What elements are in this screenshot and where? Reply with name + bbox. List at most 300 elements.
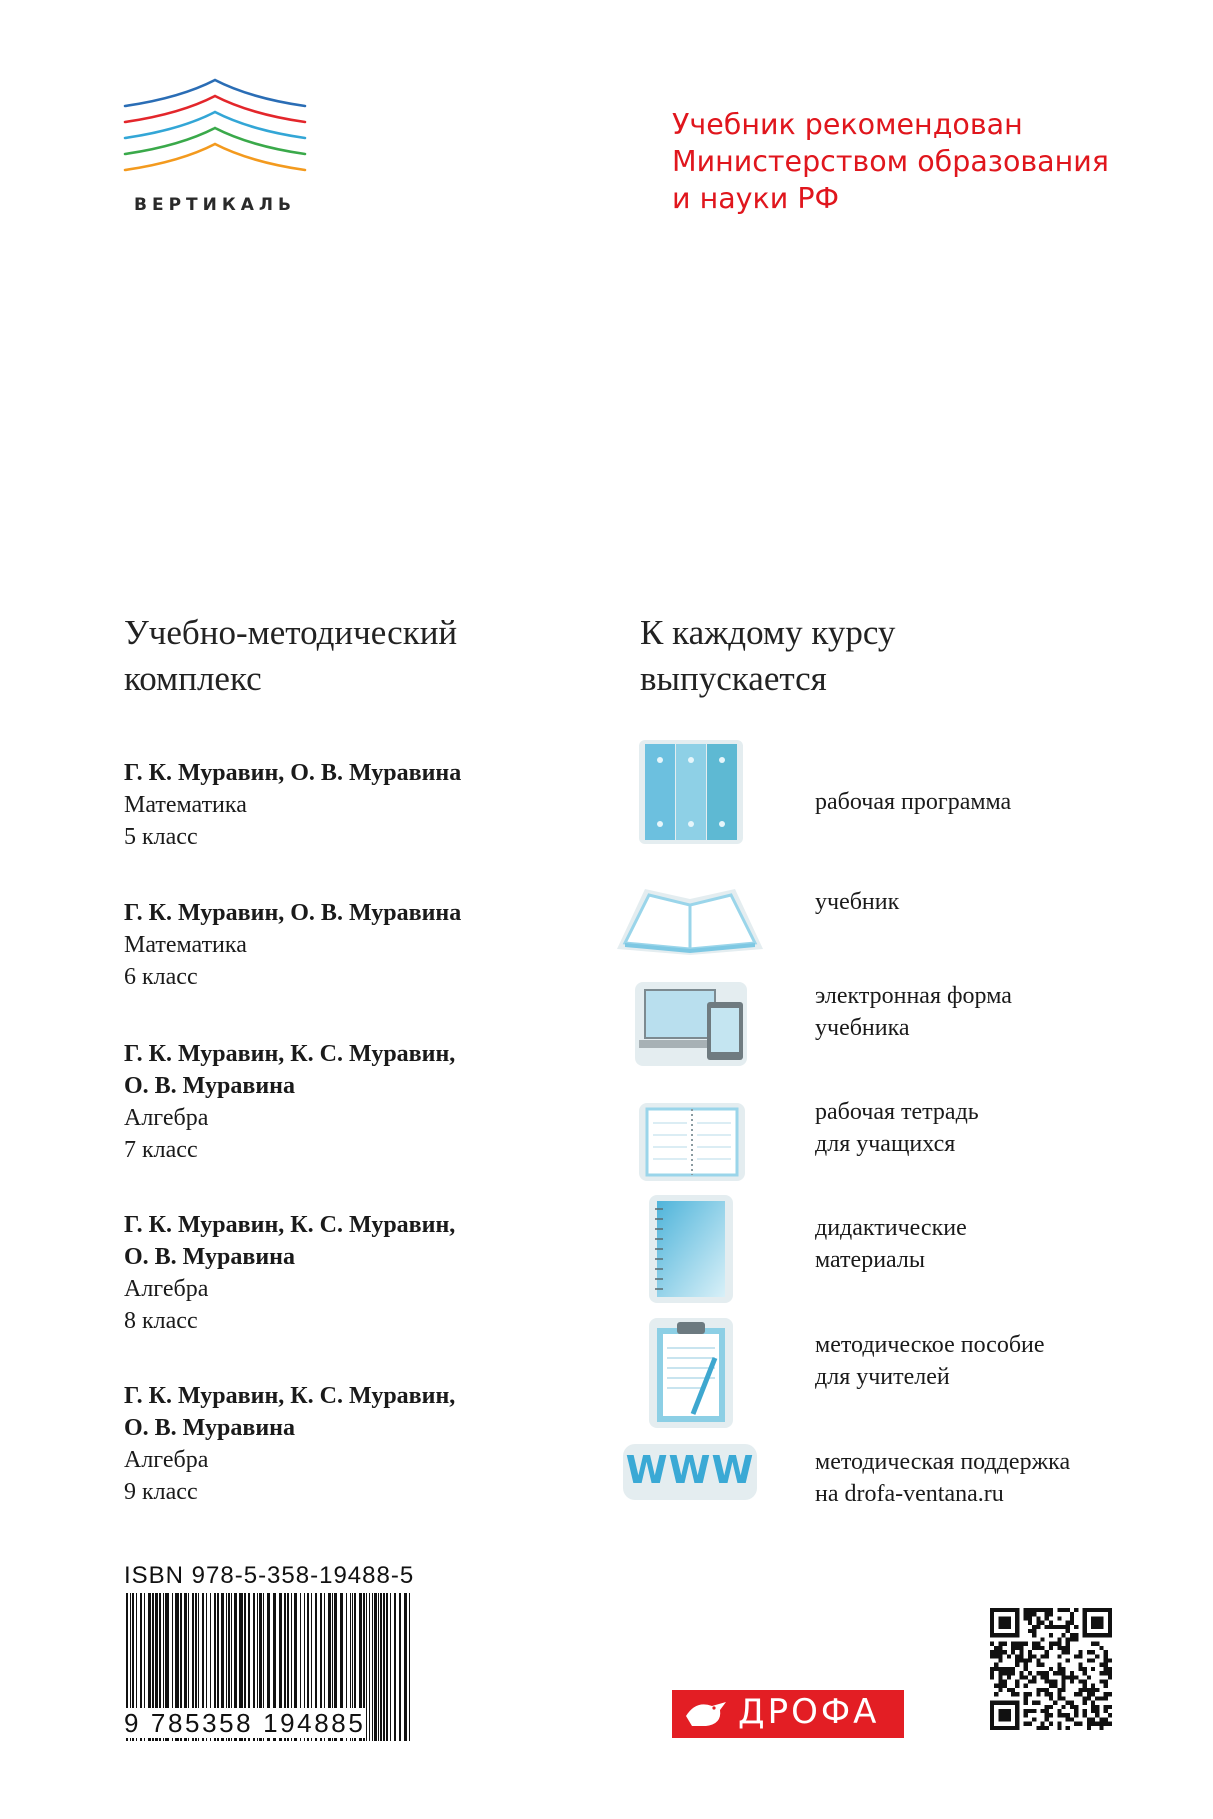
qr-module xyxy=(1032,1675,1036,1679)
qr-module xyxy=(1066,1726,1070,1730)
qr-module xyxy=(1095,1713,1099,1717)
qr-module xyxy=(1087,1692,1091,1696)
qr-module xyxy=(1015,1654,1019,1658)
qr-module xyxy=(1104,1663,1108,1667)
book-authors: Г. К. Муравин, К. С. Муравин, xyxy=(124,1212,456,1238)
qr-code xyxy=(990,1608,1112,1730)
qr-module xyxy=(1095,1688,1099,1692)
qr-module xyxy=(1036,1625,1040,1629)
qr-module xyxy=(990,1675,994,1679)
qr-module xyxy=(1057,1696,1061,1700)
book-authors: Г. К. Муравин, О. В. Муравина xyxy=(124,760,462,786)
qr-module xyxy=(1024,1608,1028,1612)
qr-module xyxy=(1057,1667,1061,1671)
qr-module xyxy=(1019,1658,1023,1662)
qr-module xyxy=(1083,1667,1087,1671)
qr-module xyxy=(1040,1637,1044,1641)
qr-module xyxy=(1011,1646,1015,1650)
qr-module xyxy=(1045,1705,1049,1709)
qr-module xyxy=(1036,1621,1040,1625)
qr-module xyxy=(1083,1688,1087,1692)
qr-module xyxy=(1104,1684,1108,1688)
qr-module xyxy=(1045,1709,1049,1713)
qr-module xyxy=(990,1667,994,1671)
qr-module xyxy=(1040,1722,1044,1726)
qr-module xyxy=(1024,1642,1028,1646)
qr-module xyxy=(1074,1713,1078,1717)
qr-module xyxy=(1040,1621,1044,1625)
resource-label xyxy=(815,886,899,918)
qr-module xyxy=(1091,1709,1095,1713)
book-item xyxy=(124,1380,455,1508)
qr-module xyxy=(1083,1713,1087,1717)
qr-module xyxy=(1011,1667,1015,1671)
qr-module xyxy=(1036,1658,1040,1662)
qr-module xyxy=(1095,1654,1099,1658)
qr-module xyxy=(1066,1675,1070,1679)
qr-module xyxy=(1045,1671,1049,1675)
qr-module xyxy=(1036,1646,1040,1650)
qr-module xyxy=(1099,1663,1103,1667)
qr-module xyxy=(1074,1722,1078,1726)
qr-module xyxy=(994,1646,998,1650)
qr-module xyxy=(1095,1705,1099,1709)
course-heading xyxy=(640,610,895,702)
qr-module xyxy=(1057,1654,1061,1658)
qr-module xyxy=(1108,1671,1112,1675)
qr-module xyxy=(1032,1625,1036,1629)
qr-module xyxy=(1024,1667,1028,1671)
book-authors: Г. К. Муравин, О. В. Муравина xyxy=(124,900,462,926)
qr-module xyxy=(1015,1692,1019,1696)
qr-module xyxy=(1028,1671,1032,1675)
qr-module xyxy=(1049,1646,1053,1650)
qr-module xyxy=(1057,1637,1061,1641)
qr-module xyxy=(1066,1717,1070,1721)
qr-module xyxy=(994,1667,998,1671)
resource-line: учебника xyxy=(815,1015,910,1041)
qr-module xyxy=(1011,1692,1015,1696)
qr-module xyxy=(998,1688,1002,1692)
logo-wordmark: ВЕРТИКАЛЬ xyxy=(134,195,296,215)
qr-module xyxy=(1078,1650,1082,1654)
qr-module xyxy=(1045,1680,1049,1684)
qr-module xyxy=(1074,1705,1078,1709)
qr-module xyxy=(1024,1696,1028,1700)
qr-module xyxy=(1087,1675,1091,1679)
qr-module xyxy=(1104,1650,1108,1654)
qr-module xyxy=(1083,1696,1087,1700)
qr-module xyxy=(1074,1709,1078,1713)
heading-line: выпускается xyxy=(640,659,827,698)
qr-module xyxy=(1070,1612,1074,1616)
resource-label xyxy=(815,786,1011,818)
resource-line: методическое пособие xyxy=(815,1332,1045,1358)
qr-module xyxy=(1040,1671,1044,1675)
qr-module xyxy=(1066,1637,1070,1641)
qr-module xyxy=(1024,1616,1028,1620)
qr-module xyxy=(1015,1658,1019,1662)
qr-module xyxy=(1049,1621,1053,1625)
qr-module xyxy=(1087,1717,1091,1721)
qr-module xyxy=(1078,1663,1082,1667)
qr-module xyxy=(1028,1612,1032,1616)
recommendation-line: Министерством образования xyxy=(672,145,1109,178)
heading-line: комплекс xyxy=(124,659,262,698)
qr-module xyxy=(1045,1612,1049,1616)
qr-module xyxy=(1040,1663,1044,1667)
qr-module xyxy=(1062,1688,1066,1692)
book-subject: Математика xyxy=(124,932,247,958)
qr-module xyxy=(998,1654,1002,1658)
qr-module xyxy=(1028,1722,1032,1726)
qr-module xyxy=(1091,1684,1095,1688)
qr-module xyxy=(1045,1625,1049,1629)
qr-module xyxy=(1074,1675,1078,1679)
qr-module xyxy=(1070,1621,1074,1625)
qr-module xyxy=(1091,1667,1095,1671)
notebook-icon xyxy=(615,1195,765,1305)
qr-module xyxy=(1028,1692,1032,1696)
qr-module xyxy=(1045,1608,1049,1612)
qr-module xyxy=(1032,1709,1036,1713)
qr-module xyxy=(1057,1646,1061,1650)
resource-line: рабочая программа xyxy=(815,789,1012,815)
qr-module xyxy=(1062,1633,1066,1637)
qr-module xyxy=(994,1692,998,1696)
qr-module xyxy=(1007,1671,1011,1675)
qr-module xyxy=(1032,1701,1036,1705)
qr-module xyxy=(1053,1642,1057,1646)
qr-module xyxy=(1015,1684,1019,1688)
book-grade: 6 класс xyxy=(124,964,198,990)
qr-module xyxy=(1015,1642,1019,1646)
qr-module xyxy=(1070,1616,1074,1620)
qr-module xyxy=(1083,1680,1087,1684)
qr-module xyxy=(1057,1642,1061,1646)
qr-module xyxy=(1091,1650,1095,1654)
qr-module xyxy=(990,1642,994,1646)
qr-module xyxy=(1045,1654,1049,1658)
qr-module xyxy=(1078,1722,1082,1726)
qr-module xyxy=(1066,1646,1070,1650)
book-authors: Г. К. Муравин, К. С. Муравин, xyxy=(124,1383,456,1409)
book-grade: 5 класс xyxy=(124,824,198,850)
qr-module xyxy=(1057,1722,1061,1726)
clipboard-icon xyxy=(615,1318,765,1428)
qr-module xyxy=(1074,1633,1078,1637)
qr-module xyxy=(1024,1684,1028,1688)
qr-module xyxy=(1045,1717,1049,1721)
qr-module xyxy=(1074,1608,1078,1612)
qr-module xyxy=(1108,1705,1112,1709)
qr-module xyxy=(1087,1726,1091,1730)
qr-module xyxy=(1011,1671,1015,1675)
resource-label xyxy=(815,980,1012,1044)
qr-module xyxy=(1091,1717,1095,1721)
qr-module xyxy=(1028,1616,1032,1620)
qr-module xyxy=(1032,1646,1036,1650)
resource-label xyxy=(815,1212,967,1276)
qr-module xyxy=(1032,1654,1036,1658)
qr-module xyxy=(1091,1688,1095,1692)
qr-module xyxy=(1019,1675,1023,1679)
qr-module xyxy=(1070,1633,1074,1637)
recommendation-line: Учебник рекомендован xyxy=(672,108,1023,141)
qr-module xyxy=(1049,1633,1053,1637)
qr-module xyxy=(1099,1671,1103,1675)
qr-module xyxy=(1036,1726,1040,1730)
book-item xyxy=(124,1038,455,1166)
book-subject: Алгебра xyxy=(124,1105,209,1131)
qr-module xyxy=(1040,1646,1044,1650)
qr-module xyxy=(1062,1705,1066,1709)
qr-module xyxy=(1074,1625,1078,1629)
qr-module xyxy=(1019,1671,1023,1675)
qr-module xyxy=(1091,1658,1095,1662)
resource-line: методическая поддержка xyxy=(815,1449,1071,1475)
qr-module xyxy=(1024,1658,1028,1662)
qr-module xyxy=(1036,1671,1040,1675)
qr-module xyxy=(1049,1642,1053,1646)
qr-module xyxy=(1007,1654,1011,1658)
qr-module xyxy=(1036,1701,1040,1705)
qr-module xyxy=(1028,1608,1032,1612)
qr-module xyxy=(1066,1650,1070,1654)
qr-module xyxy=(1057,1671,1061,1675)
qr-module xyxy=(1104,1717,1108,1721)
qr-module xyxy=(1095,1722,1099,1726)
qr-module xyxy=(1024,1692,1028,1696)
qr-module xyxy=(1045,1713,1049,1717)
qr-module xyxy=(1087,1658,1091,1662)
qr-module xyxy=(1019,1654,1023,1658)
qr-module xyxy=(998,1675,1002,1679)
qr-module xyxy=(1045,1688,1049,1692)
qr-module xyxy=(1040,1726,1044,1730)
qr-module xyxy=(1070,1701,1074,1705)
qr-module xyxy=(1028,1709,1032,1713)
resource-line: дидактические xyxy=(815,1215,967,1241)
qr-module xyxy=(1099,1726,1103,1730)
qr-module xyxy=(998,1646,1002,1650)
qr-module xyxy=(1062,1675,1066,1679)
qr-module xyxy=(990,1671,994,1675)
qr-module xyxy=(990,1650,994,1654)
qr-module xyxy=(1087,1722,1091,1726)
qr-module xyxy=(1057,1608,1061,1612)
qr-module xyxy=(1045,1650,1049,1654)
resource-line: рабочая тетрадь xyxy=(815,1099,979,1125)
qr-module xyxy=(1015,1680,1019,1684)
qr-module xyxy=(1095,1642,1099,1646)
qr-module xyxy=(1104,1667,1108,1671)
qr-module xyxy=(1057,1663,1061,1667)
barcode-number: 9 785358 194885 xyxy=(124,1708,366,1738)
open-book-icon xyxy=(615,862,765,972)
qr-module xyxy=(1083,1709,1087,1713)
qr-module xyxy=(1087,1688,1091,1692)
www-icon xyxy=(615,1438,765,1508)
recommendation-note xyxy=(672,106,1142,217)
book-authors: Г. К. Муравин, К. С. Муравин, xyxy=(124,1041,456,1067)
qr-module xyxy=(1007,1667,1011,1671)
qr-module xyxy=(1049,1696,1053,1700)
qr-module xyxy=(1032,1633,1036,1637)
qr-module xyxy=(994,1684,998,1688)
qr-module xyxy=(1083,1701,1087,1705)
qr-module xyxy=(990,1654,994,1658)
heading-line: Учебно-методический xyxy=(124,613,458,652)
qr-module xyxy=(1040,1709,1044,1713)
recommendation-line: и науки РФ xyxy=(672,182,840,215)
qr-module xyxy=(1057,1688,1061,1692)
resource-line: учебник xyxy=(815,889,900,915)
qr-module xyxy=(1015,1646,1019,1650)
qr-module xyxy=(1104,1680,1108,1684)
qr-module xyxy=(998,1642,1002,1646)
qr-module xyxy=(1024,1722,1028,1726)
qr-module xyxy=(1040,1688,1044,1692)
qr-module xyxy=(1011,1688,1015,1692)
qr-module xyxy=(1066,1713,1070,1717)
qr-module xyxy=(998,1667,1002,1671)
qr-module xyxy=(1070,1675,1074,1679)
qr-module xyxy=(1099,1696,1103,1700)
qr-module xyxy=(1024,1675,1028,1679)
qr-module xyxy=(1032,1680,1036,1684)
qr-module xyxy=(1015,1663,1019,1667)
resource-line: материалы xyxy=(815,1247,926,1273)
book-authors: О. В. Муравина xyxy=(124,1244,295,1270)
qr-module xyxy=(1003,1642,1007,1646)
book-subject: Алгебра xyxy=(124,1276,209,1302)
qr-module xyxy=(1011,1650,1015,1654)
qr-module xyxy=(1062,1667,1066,1671)
qr-module xyxy=(1053,1684,1057,1688)
qr-module xyxy=(1091,1642,1095,1646)
qr-module xyxy=(1049,1625,1053,1629)
qr-module xyxy=(1087,1650,1091,1654)
qr-module xyxy=(1007,1688,1011,1692)
qr-module xyxy=(1028,1658,1032,1662)
qr-module xyxy=(1024,1701,1028,1705)
qr-module xyxy=(1062,1625,1066,1629)
book-grade: 9 класс xyxy=(124,1479,198,1505)
qr-module xyxy=(1024,1713,1028,1717)
book-subject: Математика xyxy=(124,792,247,818)
devices-icon xyxy=(615,970,765,1080)
bird-icon xyxy=(682,1696,732,1732)
qr-module xyxy=(1040,1675,1044,1679)
qr-module xyxy=(1036,1608,1040,1612)
qr-module xyxy=(1049,1722,1053,1726)
qr-module xyxy=(1091,1692,1095,1696)
qr-module xyxy=(1036,1688,1040,1692)
qr-module xyxy=(1104,1671,1108,1675)
qr-module xyxy=(998,1684,1002,1688)
qr-module xyxy=(1070,1705,1074,1709)
qr-module xyxy=(1066,1658,1070,1662)
qr-module xyxy=(1053,1625,1057,1629)
qr-module xyxy=(998,1658,1002,1662)
qr-module xyxy=(1066,1621,1070,1625)
qr-module xyxy=(1057,1625,1061,1629)
qr-module xyxy=(1091,1701,1095,1705)
qr-module xyxy=(1091,1705,1095,1709)
qr-module xyxy=(1032,1608,1036,1612)
qr-module xyxy=(1104,1722,1108,1726)
qr-module xyxy=(1066,1629,1070,1633)
qr-module xyxy=(1057,1692,1061,1696)
qr-module xyxy=(1078,1667,1082,1671)
qr-module xyxy=(1108,1692,1112,1696)
qr-module xyxy=(1003,1650,1007,1654)
qr-module xyxy=(1053,1680,1057,1684)
qr-module xyxy=(1049,1680,1053,1684)
qr-module xyxy=(1019,1646,1023,1650)
qr-module xyxy=(1003,1667,1007,1671)
qr-module xyxy=(1104,1692,1108,1696)
qr-module xyxy=(1108,1722,1112,1726)
qr-module xyxy=(1099,1722,1103,1726)
qr-module xyxy=(1028,1680,1032,1684)
qr-module xyxy=(1070,1637,1074,1641)
qr-module xyxy=(1032,1612,1036,1616)
book-grade: 7 класс xyxy=(124,1137,198,1163)
qr-module xyxy=(1062,1696,1066,1700)
book-authors: О. В. Муравина xyxy=(124,1415,295,1441)
qr-module xyxy=(1057,1726,1061,1730)
resource-label xyxy=(815,1329,1045,1393)
qr-module xyxy=(1099,1646,1103,1650)
heading-line: К каждому курсу xyxy=(640,613,896,652)
qr-module xyxy=(1036,1616,1040,1620)
book-grade: 8 класс xyxy=(124,1308,198,1334)
qr-module xyxy=(1083,1684,1087,1688)
workbook-icon xyxy=(615,1088,765,1198)
qr-module xyxy=(1066,1608,1070,1612)
qr-module xyxy=(998,1616,1011,1629)
qr-module xyxy=(1078,1654,1082,1658)
qr-module xyxy=(1028,1621,1032,1625)
qr-module xyxy=(1049,1612,1053,1616)
www-text: WWW xyxy=(625,1448,755,1492)
qr-module xyxy=(1070,1680,1074,1684)
publisher-name: ДРОФА xyxy=(738,1692,880,1732)
qr-module xyxy=(1045,1675,1049,1679)
qr-module xyxy=(1087,1696,1091,1700)
qr-module xyxy=(1057,1616,1061,1620)
qr-module xyxy=(1049,1667,1053,1671)
qr-module xyxy=(1104,1696,1108,1700)
qr-module xyxy=(1095,1696,1099,1700)
qr-module xyxy=(1032,1629,1036,1633)
qr-module xyxy=(1040,1654,1044,1658)
qr-module xyxy=(1024,1612,1028,1616)
qr-module xyxy=(1036,1692,1040,1696)
qr-module xyxy=(1003,1680,1007,1684)
qr-module xyxy=(1003,1684,1007,1688)
binders-icon xyxy=(615,740,765,850)
qr-module xyxy=(1003,1671,1007,1675)
qr-module xyxy=(1070,1671,1074,1675)
qr-module xyxy=(1045,1616,1049,1620)
qr-module xyxy=(1099,1717,1103,1721)
resource-line: электронная форма xyxy=(815,983,1012,1009)
resource-line: на drofa-ventana.ru xyxy=(815,1481,1004,1507)
resource-label xyxy=(815,1096,979,1160)
